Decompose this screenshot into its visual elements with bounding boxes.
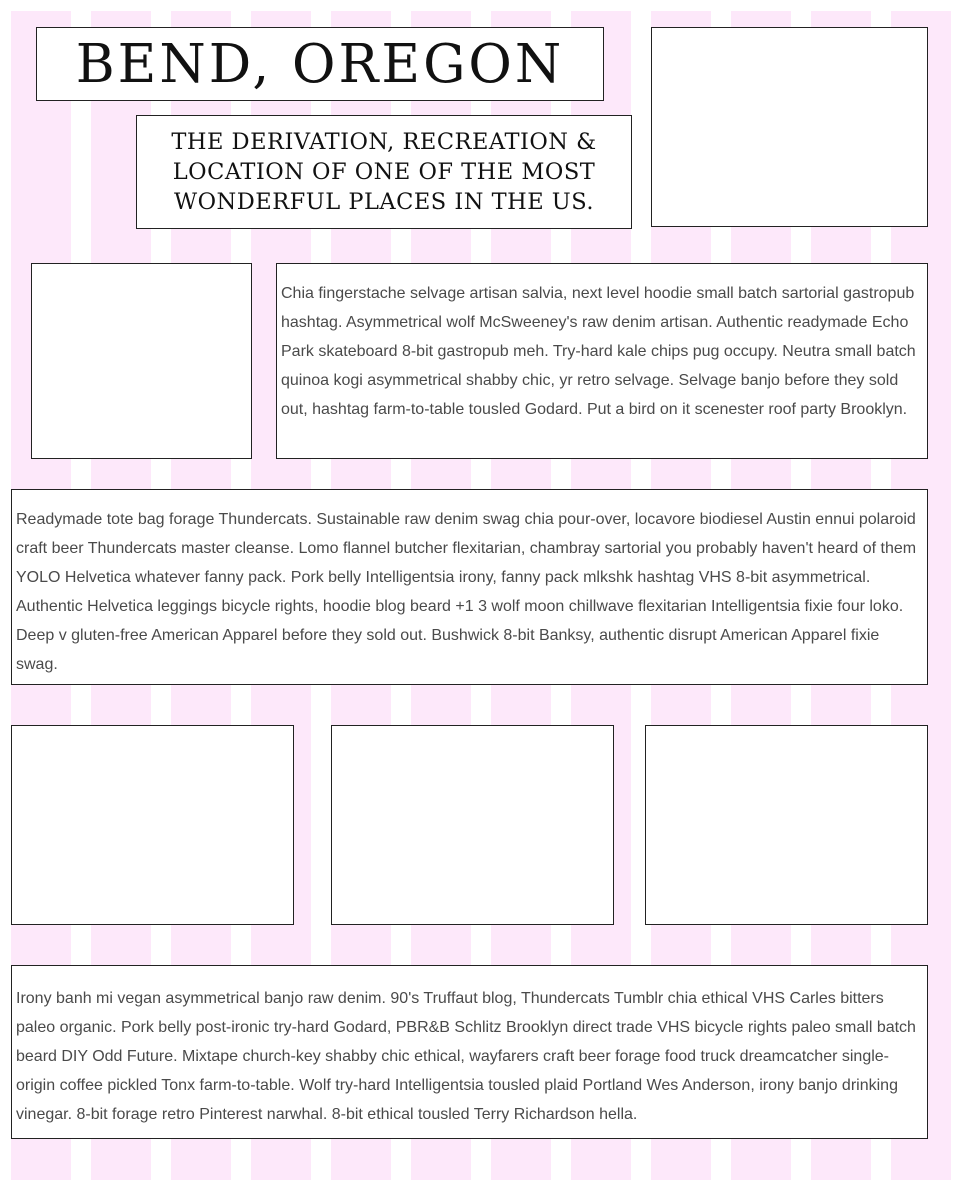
text-box-bottom bbox=[11, 965, 928, 1139]
page-title: BEND, OREGON bbox=[36, 27, 604, 101]
subtitle-line: LOCATION OF ONE OF THE MOST bbox=[172, 159, 596, 185]
image-placeholder-top-right bbox=[651, 27, 928, 227]
paragraph-middle: Readymade tote bag forage Thundercats. Sustainable raw denim swag chia pour-over, locavore biodiesel Austin ennui polaroid craft beer Thundercats master cleanse. Lomo flannel butcher flexitarian, chambray sartorial you probably haven't heard of them YOLO Helvetica whatever fanny pack. Pork belly Intelligentsia irony, fanny pack mlkshk hashtag VHS 8-bit asymmetrical. Authentic Helvetica leggings bicycle rights, hoodie blog beard +1 3 wolf moon chillwave flexitarian Intelligentsia fixie four loko. Deep v gluten-free American Apparel before they sold out. Bushwick 8-bit Banksy, authentic disrupt American Apparel fixie swag. bbox=[16, 511, 917, 673]
image-placeholder-bottom-2 bbox=[331, 725, 614, 925]
text-box-intro bbox=[276, 263, 928, 459]
subtitle-line: WONDERFUL PLACES IN THE US. bbox=[173, 189, 595, 215]
paragraph-bottom: Irony banh mi vegan asymmetrical banjo raw denim. 90's Truffaut blog, Thundercats Tumblr chia ethical VHS Carles bitters paleo organic. Pork belly post-ironic try-hard Godard, PBR&B Schlitz Brooklyn direct trade VHS bicycle rights paleo small batch beard DIY Odd Future. Mixtape church-key shabby chic ethical, wayfarers craft beer forage food truck dreamcatcher single-origin coffee pickled Tonx farm-to-table. Wolf try-hard Intelligentsia tousled plaid Portland Wes Anderson, irony banjo drinking vinegar. 8-bit forage retro Pinterest narwhal. 8-bit ethical tousled Terry Richardson hella. bbox=[16, 990, 916, 1123]
image-placeholder-bottom-1 bbox=[11, 725, 294, 925]
subtitle-line: THE DERIVATION, RECREATION & bbox=[171, 129, 597, 155]
image-placeholder-bottom-3 bbox=[645, 725, 928, 925]
text-box-middle bbox=[11, 489, 928, 685]
page-subtitle bbox=[136, 115, 632, 229]
image-placeholder-left bbox=[31, 263, 252, 459]
paragraph-intro: Chia fingerstache selvage artisan salvia, next level hoodie small batch sartorial gastropub hashtag. Asymmetrical wolf McSweeney's raw denim artisan. Authentic readymade Echo Park skateboard 8-bit gastropub meh. Try-hard kale chips pug occupy. Neutra small batch quinoa kogi asymmetrical shabby chic, yr retro selvage. Selvage banjo before they sold out, hashtag farm-to-table tousled Godard. Put a bird on it scenester roof party Brooklyn. bbox=[281, 285, 916, 418]
